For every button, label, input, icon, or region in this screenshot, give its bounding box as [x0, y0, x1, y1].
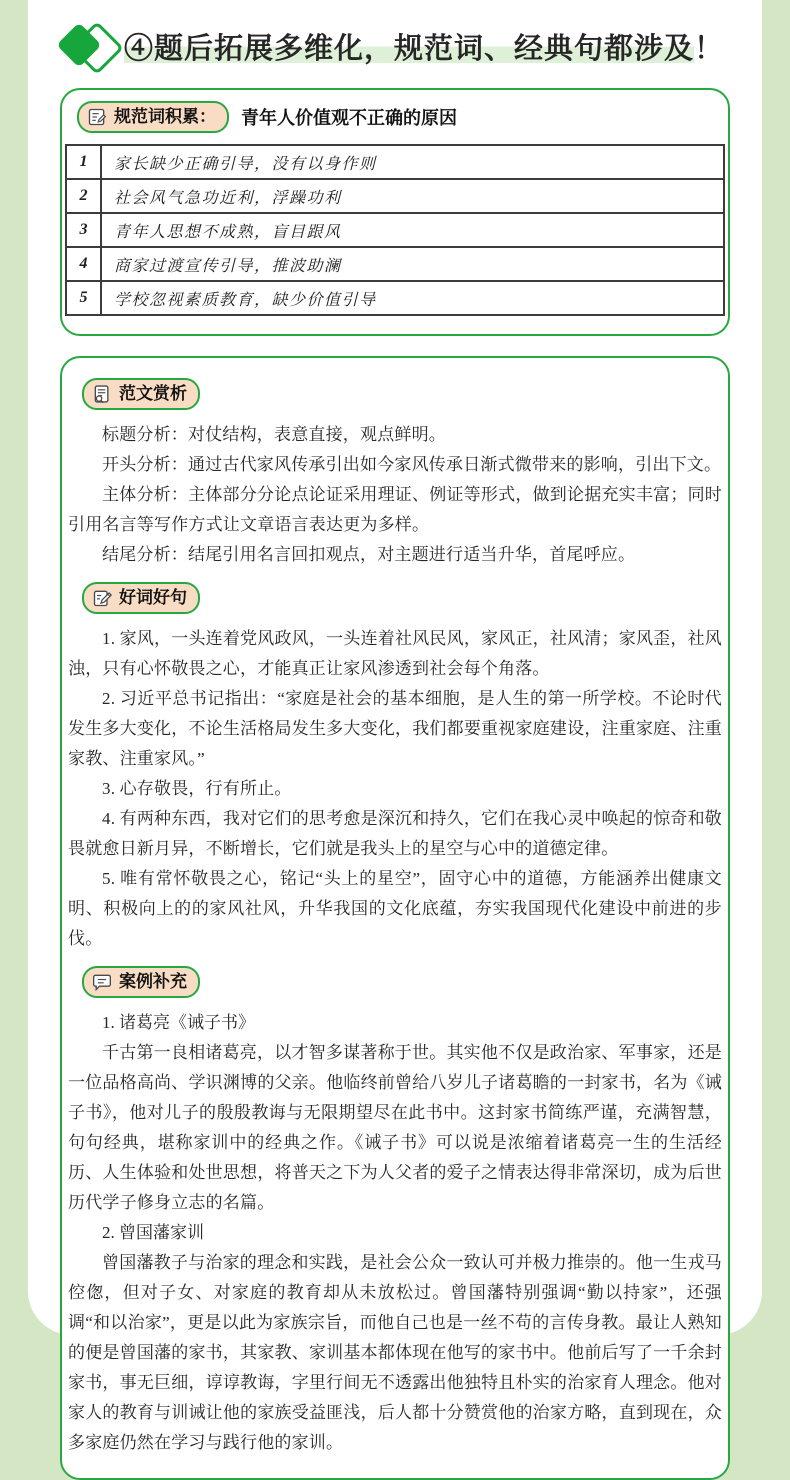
standard-words-heading: 青年人价值观不正确的原因	[241, 108, 457, 128]
row-text: 家长缺少正确引导，没有以身作则	[101, 145, 724, 179]
table-row	[66, 281, 724, 315]
table-row	[66, 213, 724, 247]
sentence-item: 1. 家风，一头连着党风政风，一头连着社风民风，家风正，社风清；家风歪，社风浊，只有心怀敬畏之心，才能真正让家风渗透到社会每个角落。	[68, 629, 722, 678]
sentence-item: 2. 习近平总书记指出：“家庭是社会的基本细胞，是人生的第一所学校。不论时代发生多大变化，不论生活格局发生多大变化，我们都要重视家庭建设，注重家庭、注重家教、注重家风。”	[68, 689, 722, 768]
essay-analysis-header	[82, 378, 724, 410]
row-text: 商家过渡宣传引导，推波助澜	[101, 247, 724, 281]
row-text: 社会风气急功近利，浮躁功利	[101, 179, 724, 213]
table-row	[66, 247, 724, 281]
good-sentences-header	[82, 582, 724, 614]
case-heading: 1. 诸葛亮《诫子书》	[102, 1013, 255, 1032]
sentence-item: 5. 唯有常怀敬畏之心，铭记“头上的星空”，固守心中的道德，方能涵养出健康文明、积极向上的的家风社风，升华我国的文化底蕴，夯实我国现代化建设中前进的步伐。	[68, 869, 722, 948]
doc-pencil-icon	[87, 107, 107, 127]
row-text: 学校忽视素质教育，缺少价值引导	[101, 281, 724, 315]
analysis-paragraph: 标题分析：对仗结构，表意直接，观点鲜明。	[102, 425, 446, 444]
case-heading: 2. 曾国藩家训	[102, 1223, 204, 1242]
analysis-paragraph: 开头分析：通过古代家风传承引出如今家风传承日渐式微带来的影响，引出下文。	[102, 455, 722, 474]
page-title-tail: ！	[694, 32, 725, 65]
case-supplement-header	[82, 966, 724, 998]
doc-magnifier-icon	[92, 384, 112, 404]
case-supplement-badge	[82, 966, 200, 998]
standard-words-header	[77, 101, 725, 133]
row-number: 1	[66, 145, 101, 179]
analysis-paragraph: 主体分析：主体部分分论点论证采用理证、例证等形式，做到论据充实丰富；同时引用名言等写作方式让文章语言表达更为多样。	[68, 485, 722, 534]
row-text: 青年人思想不成熟，盲目跟风	[101, 213, 724, 247]
row-number: 2	[66, 179, 101, 213]
sentence-item: 4. 有两种东西，我对它们的思考愈是深沉和持久，它们在我心灵中唤起的惊奇和敬畏就愈日新月异，不断增长，它们就是我头上的星空与心中的道德定律。	[68, 809, 722, 858]
case-body: 千古第一良相诸葛亮，以才智多谋著称于世。其实他不仅是政治家、军事家，还是一位品格高尚、学识渊博的父亲。他临终前曾给八岁儿子诸葛瞻的一封家书，名为《诫子书》，他对儿子的殷殷教诲与无限期望尽在此书中。这封家书简练严谨，充满智慧，句句经典，堪称家训中的经典之作。《诫子书》可以说是浓缩着诸葛亮一生的生活经历、人生体验和处世思想，将普天之下为人父者的爱子之情表达得非常深切，成为后世历代学子修身立志的名篇。	[68, 1043, 722, 1212]
content-panel	[60, 356, 730, 1480]
speech-bubble-icon	[92, 972, 112, 992]
page-header	[60, 18, 730, 74]
reasons-table	[65, 144, 725, 316]
row-number: 4	[66, 247, 101, 281]
table-row	[66, 145, 724, 179]
sentence-item: 3. 心存敬畏，行有所止。	[102, 779, 292, 798]
page-card	[28, 0, 762, 1452]
standard-words-panel	[60, 88, 730, 336]
standard-words-badge-label: 规范词积累：	[114, 107, 216, 126]
good-sentences-badge	[82, 582, 200, 614]
page-title	[124, 26, 724, 67]
pencil-square-icon	[92, 588, 112, 608]
case-body: 曾国藩教子与治家的理念和实践，是社会公众一致认可并极力推崇的。他一生戎马倥偬，但对子女、对家庭的教育却从未放松过。曾国藩特别强调“勤以持家”，还强调“和以治家”，更是以此为家族宗旨，而他自己也是一丝不苟的言传身教。最让人熟知的便是曾国藩的家书，其家教、家训基本都体现在他写的家书中。他前后写了一千余封家书，事无巨细，谆谆教诲，字里行间无不透露出他独特且朴实的治家育人理念。他对家人的教育与训诫让他的家族受益匪浅，后人都十分赞赏他的治家方略，直到现在，众多家庭仍然在学习与践行他的家训。	[68, 1253, 722, 1452]
row-number: 5	[66, 281, 101, 315]
essay-analysis-badge	[82, 378, 200, 410]
double-diamond-icon	[60, 19, 118, 73]
page-title-highlight: ④题后拓展多维化，规范词、经典句都涉及	[124, 32, 695, 65]
case-supplement-badge-label: 案例补充	[119, 972, 187, 991]
essay-analysis-badge-label: 范文赏析	[119, 384, 187, 403]
analysis-paragraph: 结尾分析：结尾引用名言回扣观点，对主题进行适当升华，首尾呼应。	[102, 545, 636, 564]
standard-words-badge	[77, 101, 229, 133]
table-row	[66, 179, 724, 213]
good-sentences-badge-label: 好词好句	[119, 588, 187, 607]
row-number: 3	[66, 213, 101, 247]
